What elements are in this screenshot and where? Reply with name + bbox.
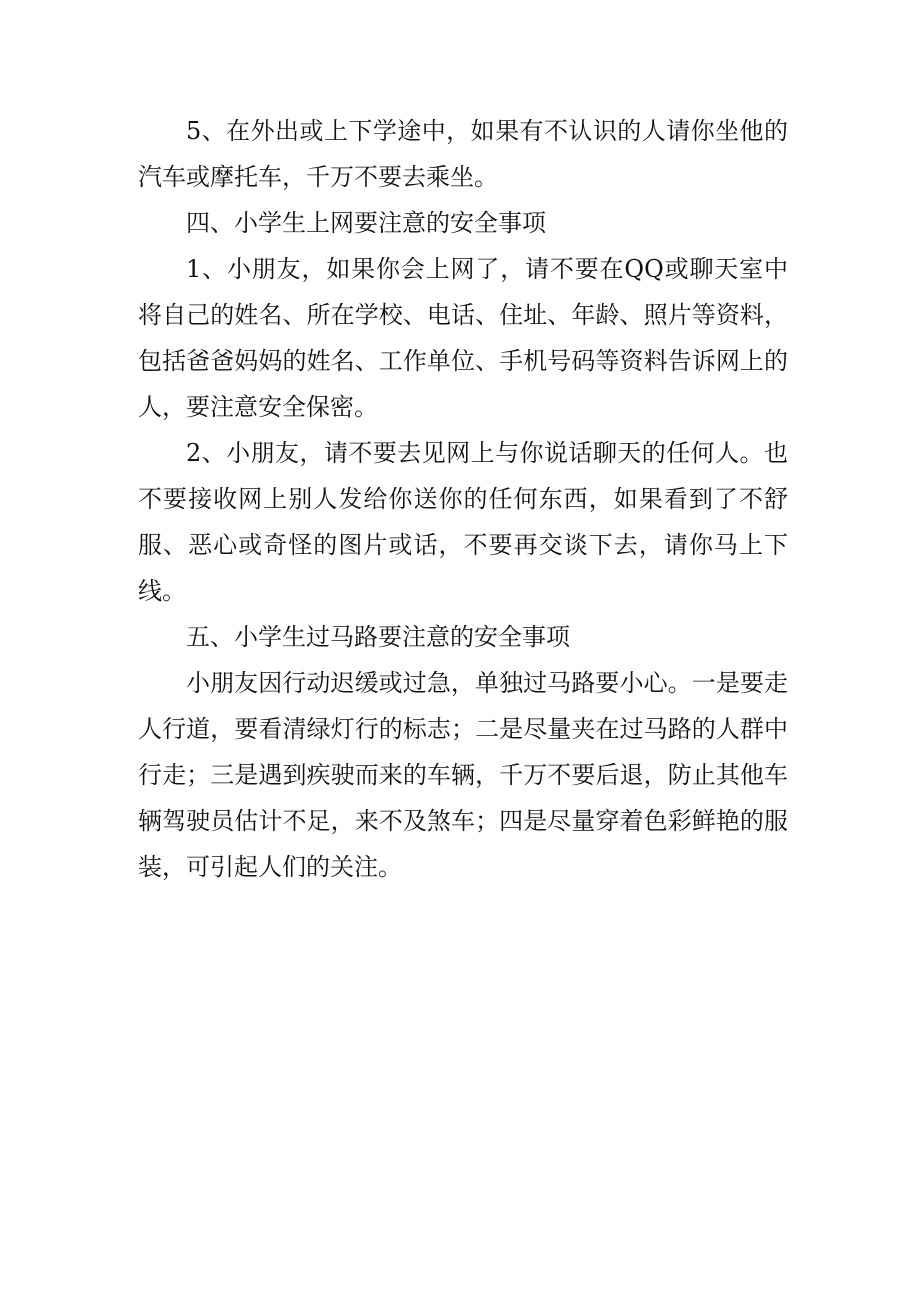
paragraph-crossing-road: 小朋友因行动迟缓或过急，单独过马路要小心。一是要走人行道，要看清绿灯行的标志；二是尽量夹在过马路的人群中行走；三是遇到疾驶而来的车辆，千万不要后退，防止其他车辆驾驶员估计不足，来不及煞车；四是尽量穿着色彩鲜艳的服装，可引起人们的关注。 bbox=[138, 669, 788, 881]
section-heading-road-safety: 五、小学生过马路要注意的安全事项 bbox=[186, 623, 570, 651]
paragraph-stranger-vehicle: 5、在外出或上下学途中，如果有不认识的人请你坐他的汽车或摩托车，千万不要去乘坐。 bbox=[138, 117, 788, 191]
paragraph-online-strangers: 2、小朋友，请不要去见网上与你说话聊天的任何人。也不要接收网上别人发给你送你的任何东西，如果看到了不舒服、恶心或奇怪的图片或话，不要再交谈下去，请你马上下线。 bbox=[138, 439, 788, 605]
section-heading-internet-safety: 四、小学生上网要注意的安全事项 bbox=[186, 209, 546, 237]
paragraph-personal-info: 1、小朋友，如果你会上网了，请不要在QQ或聊天室中将自己的姓名、所在学校、电话、住址、年龄、照片等资料，包括爸爸妈妈的姓名、工作单位、手机号码等资料告诉网上的人，要注意安全保密。 bbox=[138, 255, 788, 421]
document-body bbox=[138, 108, 788, 890]
